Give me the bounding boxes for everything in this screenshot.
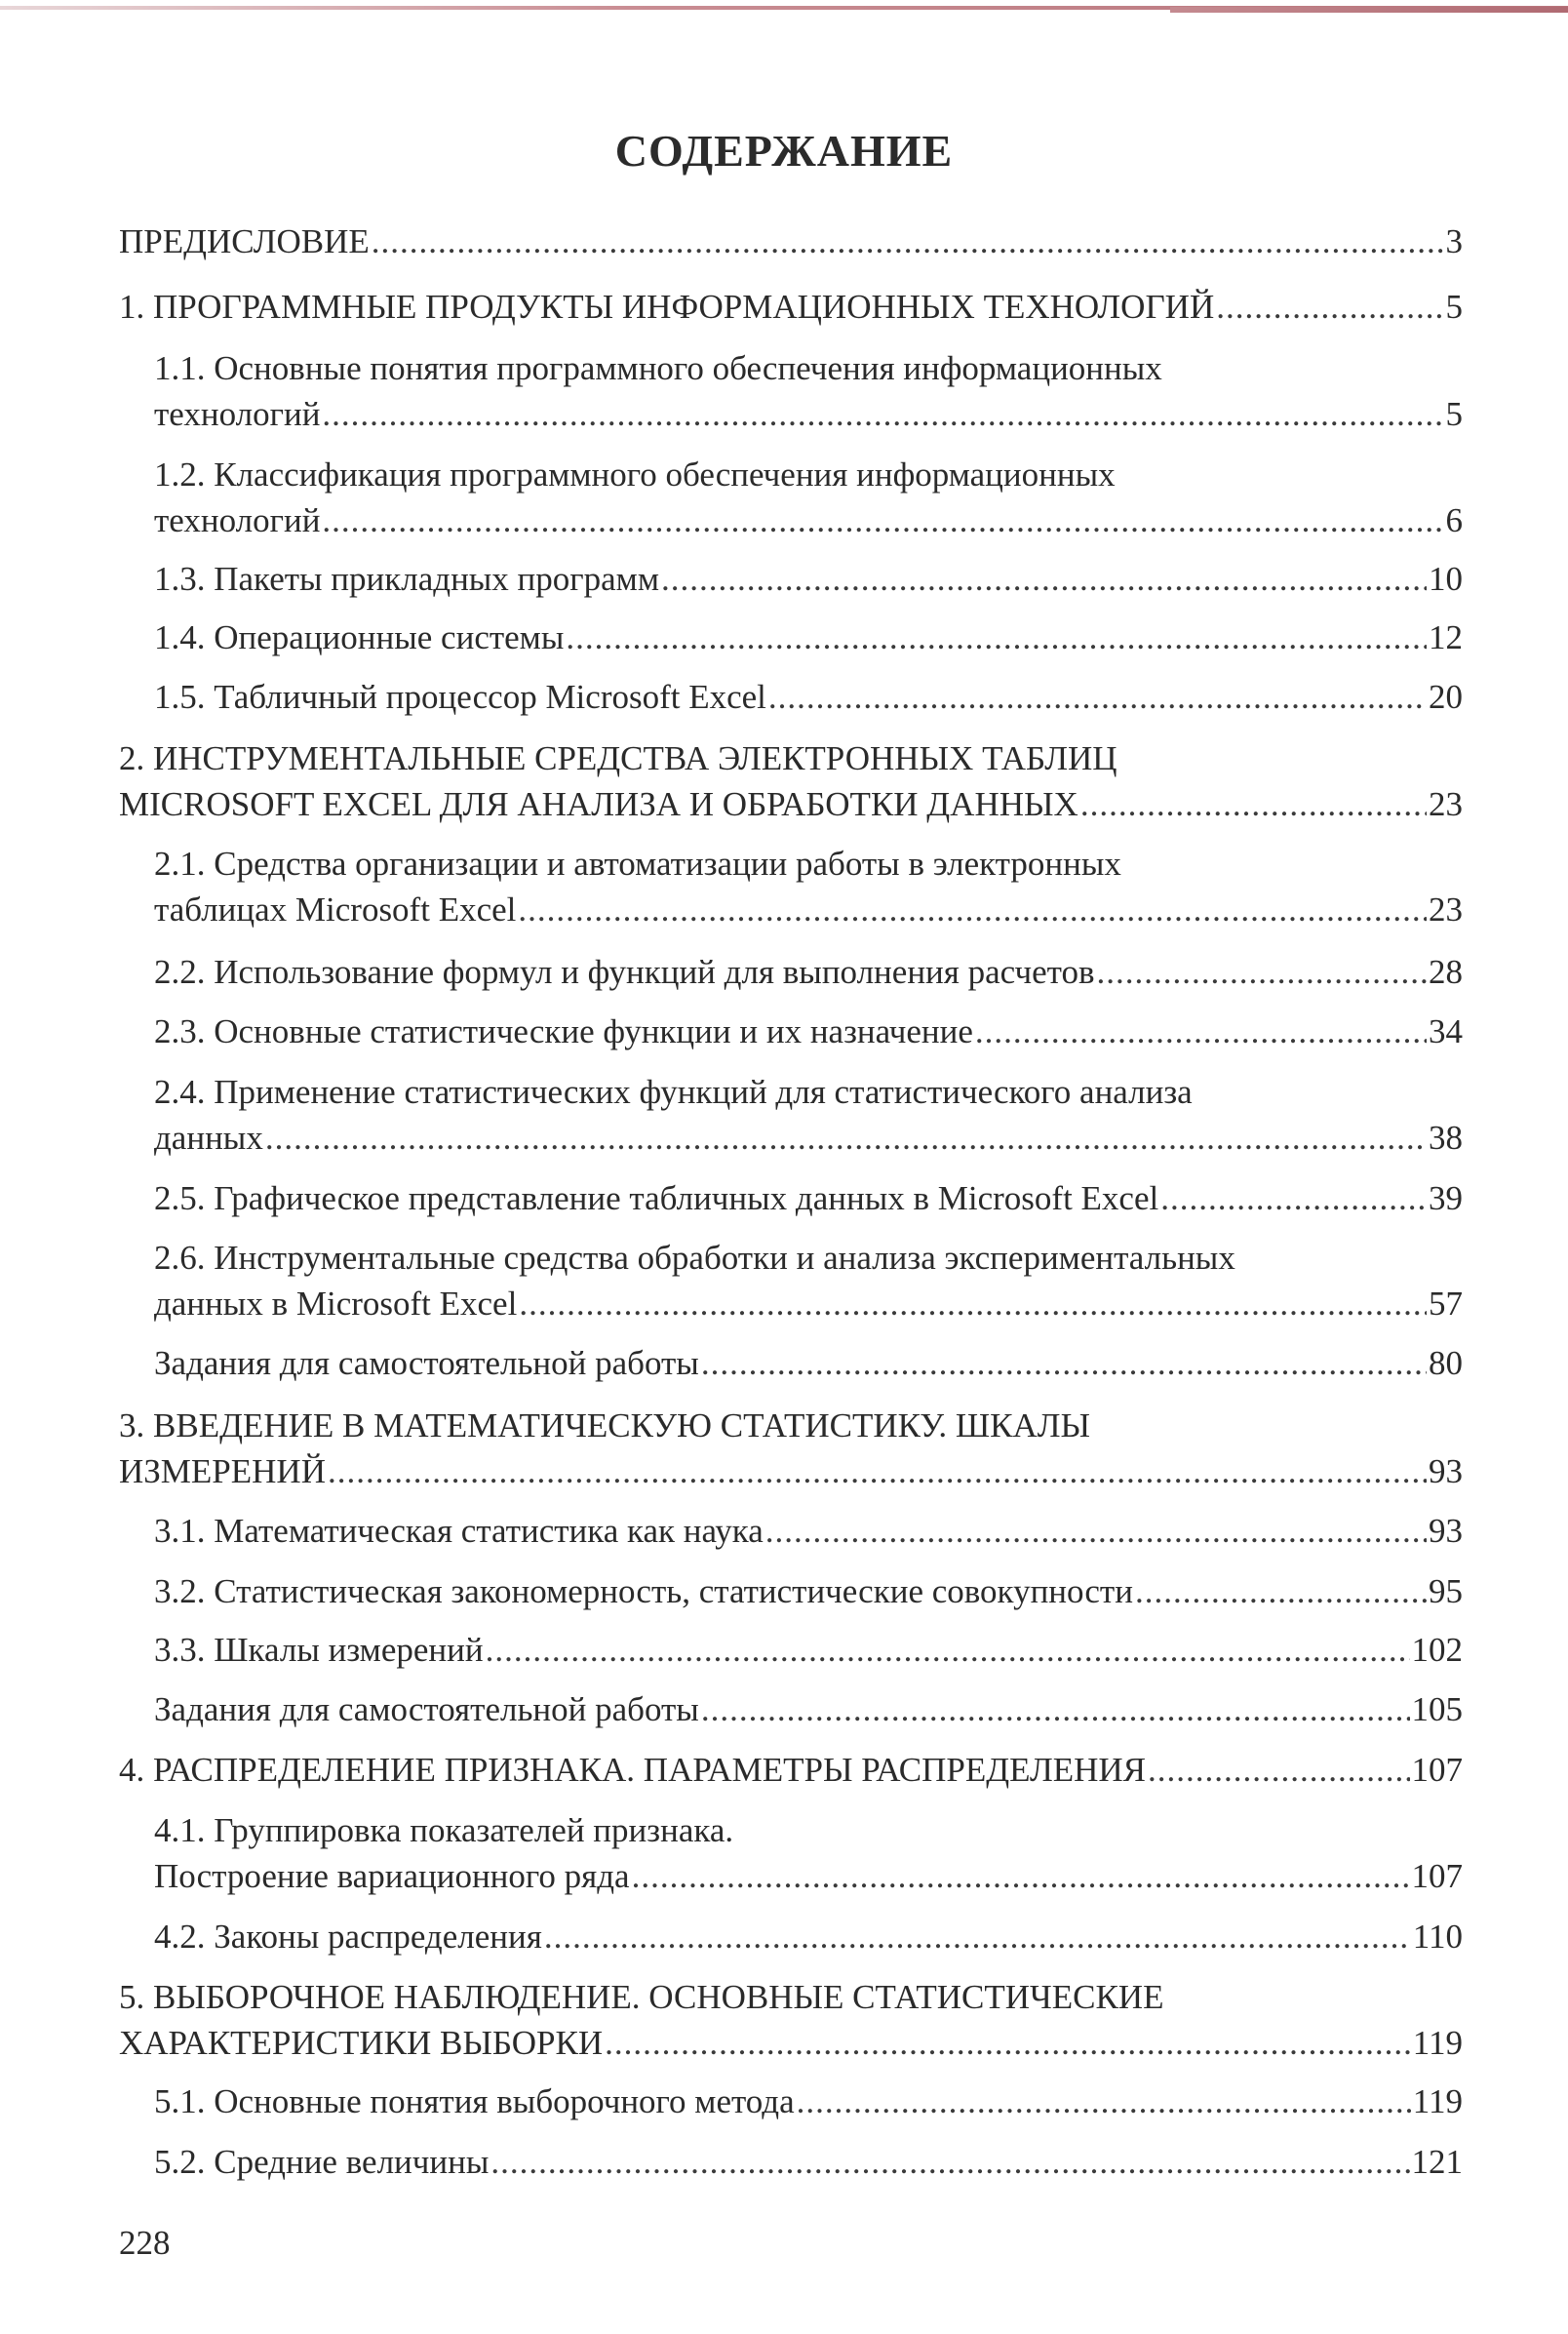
toc-entry-title: 1.4. Операционные системы — [154, 618, 565, 656]
toc-entry-title: 5. ВЫБОРОЧНОЕ НАБЛЮДЕНИЕ. ОСНОВНЫЕ СТАТИСТИЧЕСКИЕ — [119, 1978, 1164, 2016]
toc-page-number: 102 — [1411, 1631, 1463, 1669]
toc-entry-title: ХАРАКТЕРИСТИКИ ВЫБОРКИ — [119, 2024, 604, 2062]
dot-leader — [486, 1627, 1410, 1673]
dot-leader — [1160, 1175, 1427, 1221]
toc-section-entry[interactable] — [154, 614, 1463, 660]
dot-leader — [975, 1009, 1427, 1054]
toc-entry-title: Задания для самостоятельной работы — [154, 1690, 699, 1728]
toc-page-number: 5 — [1445, 288, 1463, 326]
toc-entry-title: MICROSOFT EXCEL ДЛЯ АНАЛИЗА И ОБРАБОТКИ ДАННЫХ — [119, 785, 1078, 823]
toc-page-number: 80 — [1429, 1344, 1463, 1382]
dot-leader — [701, 1340, 1427, 1386]
toc-section-entry[interactable] — [154, 452, 1463, 543]
toc-page-number: 119 — [1412, 2024, 1463, 2062]
dot-leader — [1135, 1568, 1427, 1614]
toc-chapter-entry[interactable] — [119, 1403, 1463, 1494]
toc-entry-title: 4.2. Законы распределения — [154, 1918, 542, 1956]
toc-section-entry[interactable] — [154, 1069, 1463, 1161]
toc-entry-title: ИЗМЕРЕНИЙ — [119, 1452, 326, 1490]
toc-section-entry[interactable] — [154, 556, 1463, 602]
toc-page-number: 28 — [1429, 953, 1463, 991]
toc-page-number: 6 — [1445, 501, 1463, 539]
dot-leader — [661, 556, 1427, 602]
toc-chapter-entry[interactable] — [119, 735, 1463, 827]
toc-section-entry[interactable] — [154, 1235, 1463, 1326]
page-edge-line-right — [1170, 7, 1568, 13]
toc-entry-title: 5.2. Средние величины — [154, 2143, 490, 2181]
dot-leader — [768, 674, 1427, 720]
toc-section-entry[interactable] — [154, 841, 1463, 932]
toc-entry-title: 4. РАСПРЕДЕЛЕНИЕ ПРИЗНАКА. ПАРАМЕТРЫ РАСПРЕДЕЛЕНИЯ — [119, 1751, 1147, 1789]
dot-leader — [322, 391, 1443, 437]
dot-leader — [328, 1448, 1427, 1494]
toc-section-entry[interactable] — [154, 1914, 1463, 1959]
toc-entry-title: технологий — [154, 501, 321, 539]
dot-leader — [265, 1115, 1427, 1161]
toc-page-number: 107 — [1411, 1857, 1463, 1895]
dot-leader — [605, 2020, 1411, 2066]
dot-leader — [544, 1914, 1411, 1959]
toc-entry-title: 1.3. Пакеты прикладных программ — [154, 560, 659, 598]
toc-page-number: 105 — [1411, 1690, 1463, 1728]
toc-page-number: 107 — [1411, 1751, 1463, 1789]
toc-page-number: 23 — [1429, 785, 1463, 823]
dot-leader — [519, 1281, 1427, 1326]
toc-entry-title: 2.2. Использование формул и функций для выполнения расчетов — [154, 953, 1095, 991]
toc-entry-title: технологий — [154, 395, 321, 433]
toc-section-entry[interactable] — [154, 949, 1463, 995]
dot-leader — [1216, 284, 1443, 330]
toc-page-number: 110 — [1412, 1918, 1463, 1956]
page-title: СОДЕРЖАНИЕ — [614, 126, 954, 176]
toc-page-number: 12 — [1429, 618, 1463, 656]
toc-entry-title: 2. ИНСТРУМЕНТАЛЬНЫЕ СРЕДСТВА ЭЛЕКТРОННЫХ ТАБЛИЦ — [119, 739, 1117, 777]
toc-page-number: 38 — [1429, 1119, 1463, 1157]
toc-entry-title: 3.2. Статистическая закономерность, статистические совокупности — [154, 1572, 1133, 1610]
toc-entry-title: 2.5. Графическое представление табличных данных в Microsoft Excel — [154, 1179, 1159, 1217]
toc-chapter-entry[interactable] — [119, 218, 1463, 264]
toc-section-entry[interactable] — [154, 1686, 1463, 1732]
toc-entry-title: Задания для самостоятельной работы — [154, 1344, 699, 1382]
toc-page-number: 3 — [1445, 222, 1463, 260]
toc-entry-title: 2.4. Применение статистических функций для статистического анализа — [154, 1073, 1193, 1111]
toc-page-number: 39 — [1429, 1179, 1463, 1217]
toc-page-number: 20 — [1429, 678, 1463, 716]
dot-leader — [518, 887, 1427, 932]
toc-entry-title: 1. ПРОГРАММНЫЕ ПРОДУКТЫ ИНФОРМАЦИОННЫХ ТЕХНОЛОГИЙ — [119, 288, 1215, 326]
dot-leader — [765, 1508, 1427, 1554]
toc-chapter-entry[interactable] — [119, 1747, 1463, 1793]
toc-section-entry[interactable] — [154, 1175, 1463, 1221]
toc-entry-title: 1.1. Основные понятия программного обеспечения информационных — [154, 349, 1162, 387]
dot-leader — [490, 2139, 1409, 2185]
toc-page-number: 95 — [1429, 1572, 1463, 1610]
toc-entry-title: 5.1. Основные понятия выборочного метода — [154, 2082, 795, 2120]
toc-chapter-entry[interactable] — [119, 1974, 1463, 2066]
toc-page-number: 10 — [1429, 560, 1463, 598]
toc-entry-title: 1.2. Классификация программного обеспечения информационных — [154, 455, 1116, 494]
toc-entry-title: 3.1. Математическая статистика как наука — [154, 1512, 764, 1550]
toc-page-number: 93 — [1429, 1512, 1463, 1550]
toc-section-entry[interactable] — [154, 1508, 1463, 1554]
dot-leader — [632, 1853, 1410, 1899]
toc-section-entry[interactable] — [154, 1568, 1463, 1614]
toc-section-entry[interactable] — [154, 345, 1463, 437]
toc-entry-title: данных в Microsoft Excel — [154, 1285, 518, 1323]
toc-section-entry[interactable] — [154, 1009, 1463, 1054]
toc-section-entry[interactable] — [154, 2078, 1463, 2124]
dot-leader — [1148, 1747, 1409, 1793]
toc-entry-title: данных — [154, 1119, 263, 1157]
toc-entry-title: 1.5. Табличный процессор Microsoft Excel — [154, 678, 766, 716]
toc-page-number: 23 — [1429, 890, 1463, 929]
dot-leader — [701, 1686, 1410, 1732]
toc-section-entry[interactable] — [154, 1627, 1463, 1673]
dot-leader — [797, 2078, 1411, 2124]
toc-page-number: 57 — [1429, 1285, 1463, 1323]
toc-entry-title: 2.1. Средства организации и автоматизации работы в электронных — [154, 845, 1121, 883]
toc-chapter-entry[interactable] — [119, 284, 1463, 330]
toc-section-entry[interactable] — [154, 674, 1463, 720]
toc-section-entry[interactable] — [154, 2139, 1463, 2185]
toc-section-entry[interactable] — [154, 1807, 1463, 1899]
toc-page-number: 119 — [1412, 2082, 1463, 2120]
toc-page-number: 5 — [1445, 395, 1463, 433]
toc-page-number: 34 — [1429, 1012, 1463, 1050]
toc-entry-title: 3. ВВЕДЕНИЕ В МАТЕМАТИЧЕСКУЮ СТАТИСТИКУ. ШКАЛЫ — [119, 1406, 1091, 1444]
toc-entry-title: 2.3. Основные статистические функции и их назначение — [154, 1012, 973, 1050]
toc-page-number: 121 — [1411, 2143, 1463, 2181]
toc-entry-title: Построение вариационного ряда — [154, 1857, 630, 1895]
toc-entry-title: 2.6. Инструментальные средства обработки и анализа экспериментальных — [154, 1239, 1235, 1277]
toc-entry-title: таблицах Microsoft Excel — [154, 890, 517, 929]
toc-section-entry[interactable] — [154, 1340, 1463, 1386]
dot-leader — [1080, 781, 1427, 827]
page-number: 228 — [119, 2224, 171, 2262]
dot-leader — [322, 497, 1443, 543]
toc-entry-title: ПРЕДИСЛОВИЕ — [119, 222, 370, 260]
toc-entry-title: 3.3. Шкалы измерений — [154, 1631, 484, 1669]
dot-leader — [372, 218, 1444, 264]
dot-leader — [566, 614, 1427, 660]
dot-leader — [1097, 949, 1428, 995]
toc-page-number: 93 — [1429, 1452, 1463, 1490]
toc-entry-title: 4.1. Группировка показателей признака. — [154, 1811, 734, 1849]
